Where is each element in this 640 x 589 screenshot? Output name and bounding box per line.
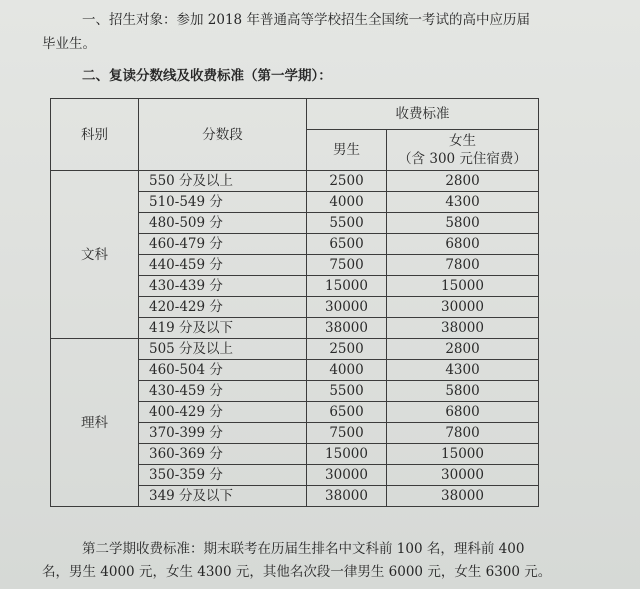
- female-fee-cell: 2800: [387, 171, 539, 192]
- score-range-cell: 510-549 分: [139, 192, 307, 213]
- recruit-target-line1: 一、招生对象：参加 2018 年普通高等学校招生全国统一考试的高中应历届: [82, 12, 530, 28]
- score-range-cell: 350-359 分: [139, 465, 307, 486]
- female-fee-cell: 4300: [387, 192, 539, 213]
- section-heading-fees: 二、复读分数线及收费标准（第一学期）：: [82, 68, 332, 84]
- female-fee-cell: 38000: [387, 486, 539, 507]
- score-range-cell: 480-509 分: [139, 213, 307, 234]
- male-fee-cell: 30000: [307, 297, 387, 318]
- female-fee-cell: 6800: [387, 234, 539, 255]
- score-range-cell: 419 分及以下: [139, 318, 307, 339]
- female-fee-cell: 15000: [387, 444, 539, 465]
- header-female-note: （含 300 元住宿费）: [398, 151, 527, 167]
- male-fee-cell: 6500: [307, 234, 387, 255]
- subject-cell: 文科: [51, 171, 139, 339]
- female-fee-cell: 2800: [387, 339, 539, 360]
- male-fee-cell: 2500: [307, 171, 387, 192]
- female-fee-cell: 38000: [387, 318, 539, 339]
- second-term-note-line2: 名，男生 4000 元，女生 4300 元，其他名次段一律男生 6000 元，女生 6300 元。: [42, 564, 552, 580]
- score-range-cell: 430-459 分: [139, 381, 307, 402]
- header-subject: 科别: [51, 99, 139, 171]
- male-fee-cell: 30000: [307, 465, 387, 486]
- male-fee-cell: 4000: [307, 360, 387, 381]
- header-male: 男生: [307, 130, 387, 171]
- score-range-cell: 349 分及以下: [139, 486, 307, 507]
- fee-table: [50, 98, 539, 507]
- male-fee-cell: 38000: [307, 318, 387, 339]
- score-range-cell: 440-459 分: [139, 255, 307, 276]
- female-fee-cell: 5800: [387, 381, 539, 402]
- male-fee-cell: 2500: [307, 339, 387, 360]
- female-fee-cell: 30000: [387, 297, 539, 318]
- male-fee-cell: 15000: [307, 276, 387, 297]
- score-range-cell: 420-429 分: [139, 297, 307, 318]
- score-range-cell: 400-429 分: [139, 402, 307, 423]
- female-fee-cell: 15000: [387, 276, 539, 297]
- score-range-cell: 370-399 分: [139, 423, 307, 444]
- male-fee-cell: 5500: [307, 381, 387, 402]
- header-female: [387, 130, 539, 171]
- male-fee-cell: 6500: [307, 402, 387, 423]
- recruit-target-line2: 毕业生。: [42, 36, 96, 52]
- female-fee-cell: 6800: [387, 402, 539, 423]
- female-fee-cell: 7800: [387, 423, 539, 444]
- male-fee-cell: 5500: [307, 213, 387, 234]
- score-range-cell: 360-369 分: [139, 444, 307, 465]
- score-range-cell: 460-479 分: [139, 234, 307, 255]
- female-fee-cell: 30000: [387, 465, 539, 486]
- header-fee-standard: 收费标准: [307, 99, 539, 130]
- male-fee-cell: 4000: [307, 192, 387, 213]
- header-female-label: 女生: [449, 133, 476, 149]
- score-range-cell: 430-439 分: [139, 276, 307, 297]
- female-fee-cell: 5800: [387, 213, 539, 234]
- header-score-range: 分数段: [139, 99, 307, 171]
- male-fee-cell: 38000: [307, 486, 387, 507]
- subject-cell: 理科: [51, 339, 139, 507]
- score-range-cell: 550 分及以上: [139, 171, 307, 192]
- female-fee-cell: 7800: [387, 255, 539, 276]
- score-range-cell: 505 分及以上: [139, 339, 307, 360]
- female-fee-cell: 4300: [387, 360, 539, 381]
- table-row: [51, 171, 539, 192]
- male-fee-cell: 7500: [307, 255, 387, 276]
- male-fee-cell: 7500: [307, 423, 387, 444]
- second-term-note-line1: 第二学期收费标准：期末联考在历届生排名中文科前 100 名，理科前 400: [82, 541, 525, 557]
- table-row: [51, 339, 539, 360]
- male-fee-cell: 15000: [307, 444, 387, 465]
- fee-table-body: [51, 171, 539, 507]
- score-range-cell: 460-504 分: [139, 360, 307, 381]
